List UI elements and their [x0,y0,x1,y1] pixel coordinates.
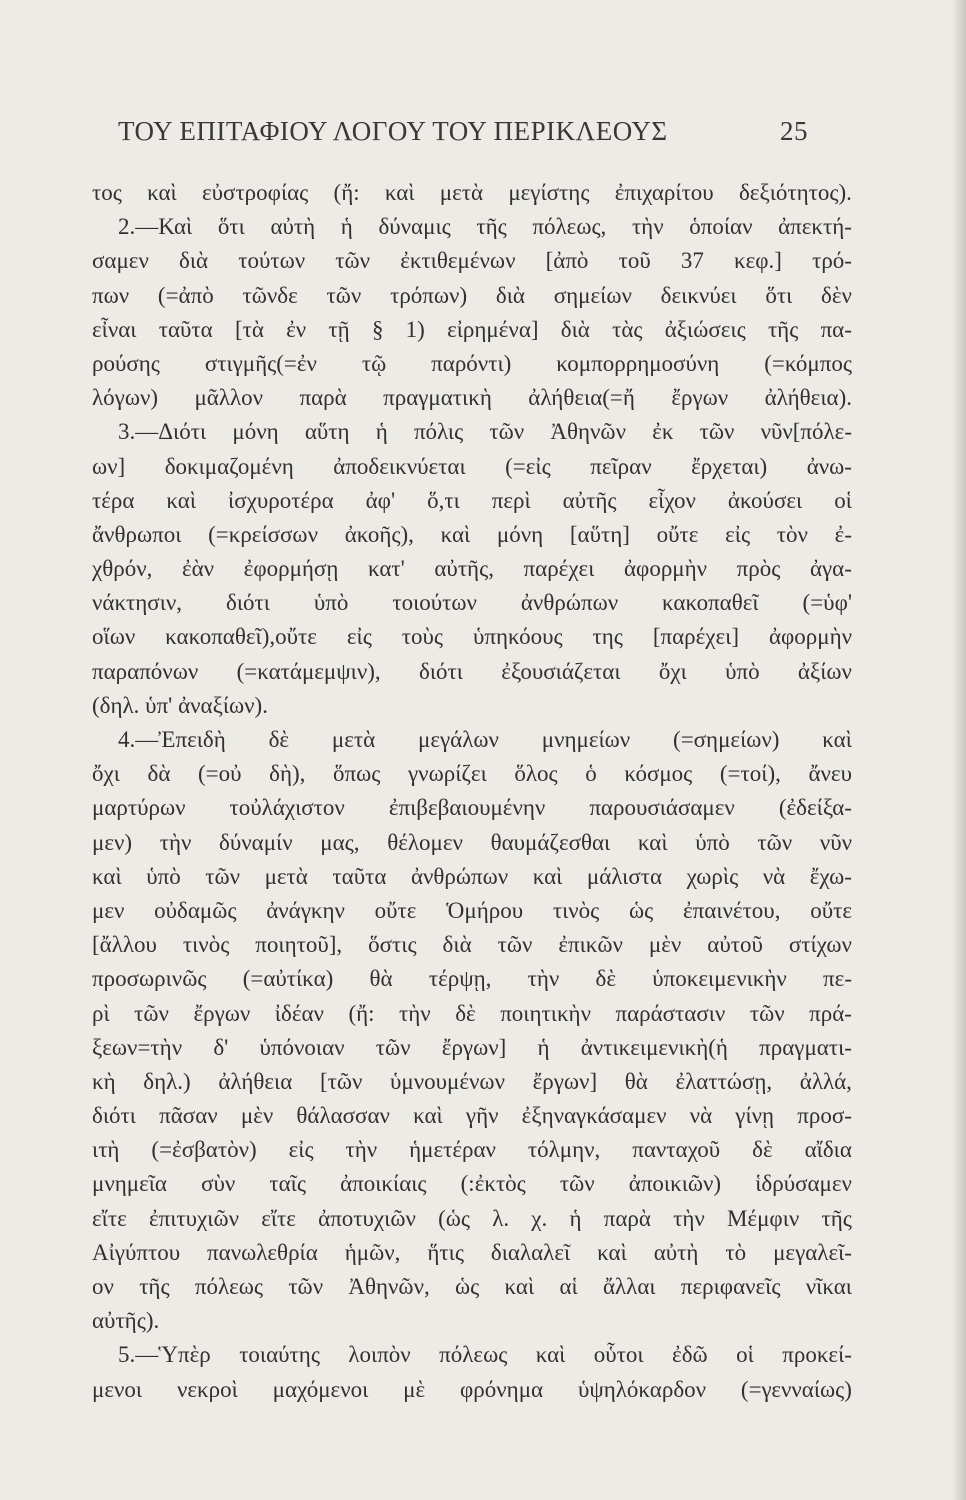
body-text [92,176,852,1407]
text-line: ὄχι δὰ (=οὐ δὴ), ὅπως γνωρίζει ὅλος ὁ κόσμος (=τοί), ἄνευ [92,761,852,787]
running-title: ΤΟΥ ΕΠΙΤΑΦΙΟΥ ΛΟΓΟΥ ΤΟΥ ΠΕΡΙΚΛΕΟΥΣ [118,116,668,146]
page-number: 25 [780,116,808,146]
text-line: 3.—Διότι μόνη αὕτη ἡ πόλις τῶν Ἀθηνῶν ἐκ τῶν νῦν[πόλε- [118,419,852,445]
text-line: μνημεῖα σὺν ταῖς ἀποικίαις (:ἐκτὸς τῶν ἀποικιῶν) ἱδρύσαμεν [92,1171,852,1197]
text-line: ιτὴ (=ἐσβατὸν) εἰς τὴν ἡμετέραν τόλμην, πανταχοῦ δὲ αἴδια [92,1137,852,1163]
text-line: ρούσης στιγμῆς(=ἐν τῷ παρόντι) κομπορρημοσύνη (=κόμπος [92,350,852,376]
text-line: οἵων κακοπαθεῖ),οὔτε εἰς τοὺς ὑπηκόους της [παρέχει] ἀφορμὴν [92,624,852,650]
text-line: κὴ δηλ.) ἀλήθεια [τῶν ὑμνουμένων ἔργων] θὰ ἐλαττώσῃ, ἀλλά, [92,1068,852,1094]
text-line: προσωρινῶς (=αὐτίκα) θὰ τέρψῃ, τὴν δὲ ὑποκειμενικὴν πε- [92,966,852,992]
text-line: τος καὶ εὐστροφίας (ἤ: καὶ μετὰ μεγίστης ἐπιχαρίτου δεξιότητος). [92,180,852,205]
text-line: αὐτῆς). [92,1308,160,1334]
text-line: 4.—Ἐπειδὴ δὲ μετὰ μεγάλων μνημείων (=σημείων) καὶ [118,727,852,752]
text-line: διότι πᾶσαν μὲν θάλασσαν καὶ γῆν ἐξηναγκάσαμεν νὰ γίνῃ προσ- [92,1103,852,1129]
text-line: Αἰγύπτου πανωλεθρία ἡμῶν, ἥτις διαλαλεῖ καὶ αὐτὴ τὸ μεγαλεῖ- [92,1239,852,1265]
text-line: παραπόνων (=κατάμεμψιν), διότι ἐξουσιάζεται ὄχι ὑπὸ ἀξίων [92,658,852,684]
text-line: (δηλ. ὑπ' ἀναξίων). [92,692,268,718]
text-line: [ἄλλου τινὸς ποιητοῦ], ὅστις διὰ τῶν ἐπικῶν μὲν αὐτοῦ στίχων [92,932,852,958]
running-head [118,116,808,156]
text-line: καὶ ὑπὸ τῶν μετὰ ταῦτα ἀνθρώπων καὶ μάλιστα χωρὶς νὰ ἔχω- [92,863,852,889]
text-line: ρὶ τῶν ἔργων ἰδέαν (ἤ: τὴν δὲ ποιητικὴν παράστασιν τῶν πρά- [92,1000,852,1026]
text-line: μεν οὐδαμῶς ἀνάγκην οὔτε Ὁμήρου τινὸς ὡς ἐπαινέτου, οὔτε [92,897,852,923]
text-line: τέρα καὶ ἰσχυροτέρα ἀφ' ὅ,τι περὶ αὐτῆς εἶχον ἀκούσει οἱ [92,487,852,513]
text-line: λόγων) μᾶλλον παρὰ πραγματικὴ ἀλήθεια(=ἤ ἔργων ἀλήθεια). [92,385,852,411]
text-line: σαμεν διὰ τούτων τῶν ἐκτιθεμένων [ἀπὸ τοῦ 37 κεφ.] τρό- [92,248,852,274]
text-line: εἶναι ταῦτα [τὰ ἐν τῇ § 1) εἰρημένα] διὰ τὰς ἀξιώσεις τῆς πα- [92,316,852,342]
text-line: 5.—Ὑπὲρ τοιαύτης λοιπὸν πόλεως καὶ οὗτοι ἐδῶ οἱ προκεί- [118,1342,852,1368]
page-edge-shadow [952,0,966,1500]
text-line: πων (=ἀπὸ τῶνδε τῶν τρόπων) διὰ σημείων δεικνύει ὅτι δὲν [92,282,852,308]
text-line: 2.—Καὶ ὅτι αὐτὴ ἡ δύναμις τῆς πόλεως, τὴν ὁποίαν ἀπεκτή- [118,214,852,240]
text-line: χθρόν, ἐὰν ἐφορμήσῃ κατ' αὐτῆς, παρέχει ἀφορμὴν πρὸς ἀγα- [92,556,852,582]
text-line: ξεων=τὴν δ' ὑπόνοιαν τῶν ἔργων] ἡ ἀντικειμενικὴ(ἡ πραγματι- [92,1034,852,1060]
text-line: ἄνθρωποι (=κρείσσων ἀκοῆς), καὶ μόνη [αὕτη] οὔτε εἰς τὸν ἐ- [92,521,852,547]
text-line: νάκτησιν, διότι ὑπὸ τοιούτων ἀνθρώπων κακοπαθεῖ (=ὑφ' [92,590,852,616]
text-line: ων] δοκιμαζομένη ἀποδεικνύεται (=εἰς πεῖραν ἔρχεται) ἀνω- [92,453,852,479]
text-line: εἴτε ἐπιτυχιῶν εἴτε ἀποτυχιῶν (ὡς λ. χ. ἡ παρὰ τὴν Μέμφιν τῆς [92,1205,852,1231]
text-line: μεν) τὴν δύναμίν μας, θέλομεν θαυμάζεσθαι καὶ ὑπὸ τῶν νῦν [92,829,852,855]
text-line: ον τῆς πόλεως τῶν Ἀθηνῶν, ὡς καὶ αἱ ἄλλαι περιφανεῖς νῖκαι [92,1274,852,1299]
text-line: μενοι νεκροὶ μαχόμενοι μὲ φρόνημα ὑψηλόκαρδον (=γενναίως) [92,1376,852,1402]
text-line: μαρτύρων τοὐλάχιστον ἐπιβεβαιουμένην παρουσιάσαμεν (ἐδείξα- [92,795,852,821]
